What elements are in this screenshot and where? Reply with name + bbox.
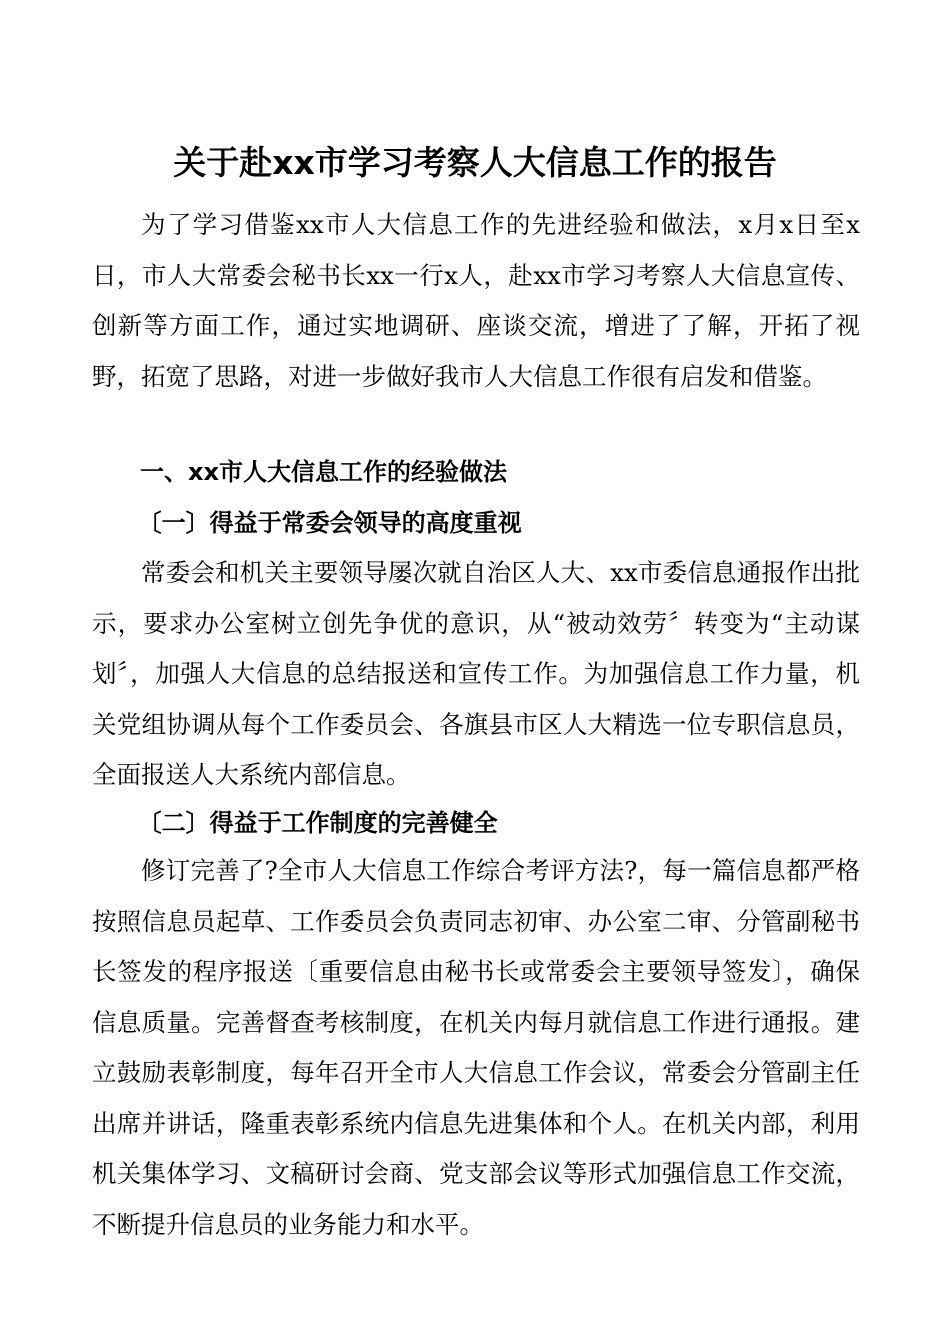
document-title: 关于赴xx市学习考察人大信息工作的报告 [173, 143, 777, 182]
section-heading: 一、xx市人大信息工作的经验做法 [140, 458, 507, 486]
subsection-heading-1: 〔一〕得益于常委会领导的高度重视 [137, 508, 522, 537]
subsection-paragraph-1: 常委会和机关主要领导屡次就自治区人大、xx市委信息通报作出批示，要求办公室树立创先争优的意识，从“被动效劳〞转变为“主动谋划〞，加强人大信息的总结报送和宣传工作。为加强信息工作力量，机关党组协调从每个工作委员会、各旗县市区人大精选一位专职信息员，全面报送人大系统内部信息。 [92, 558, 860, 789]
intro-paragraph: 为了学习借鉴xx市人大信息工作的先进经验和做法，x月x日至x日，市人大常委会秘书长xx一行x人，赴xx市学习考察人大信息宣传、创新等方面工作，通过实地调研、座谈交流，增进了了解，开拓了视野，拓宽了思路，对进一步做好我市人大信息工作很有启发和借鉴。 [92, 210, 860, 391]
subsection-paragraph-2: 修订完善了?全市人大信息工作综合考评方法?，每一篇信息都严格按照信息员起草、工作委员会负责同志初审、办公室二审、分管副秘书长签发的程序报送〔重要信息由秘书长或常委会主要领导签发〕，确保信息质量。完善督查考核制度，在机关内每月就信息工作进行通报。建立鼓励表彰制度，每年召开全市人大信息工作会议，常委会分管副主任出席并讲话，隆重表彰系统内信息先进集体和个人。在机关内部，利用机关集体学习、文稿研讨会商、党支部会议等形式加强信息工作交流，不断提升信息员的业务能力和水平。 [92, 856, 860, 1239]
subsection-heading-2: 〔二〕得益于工作制度的完善健全 [137, 808, 498, 837]
